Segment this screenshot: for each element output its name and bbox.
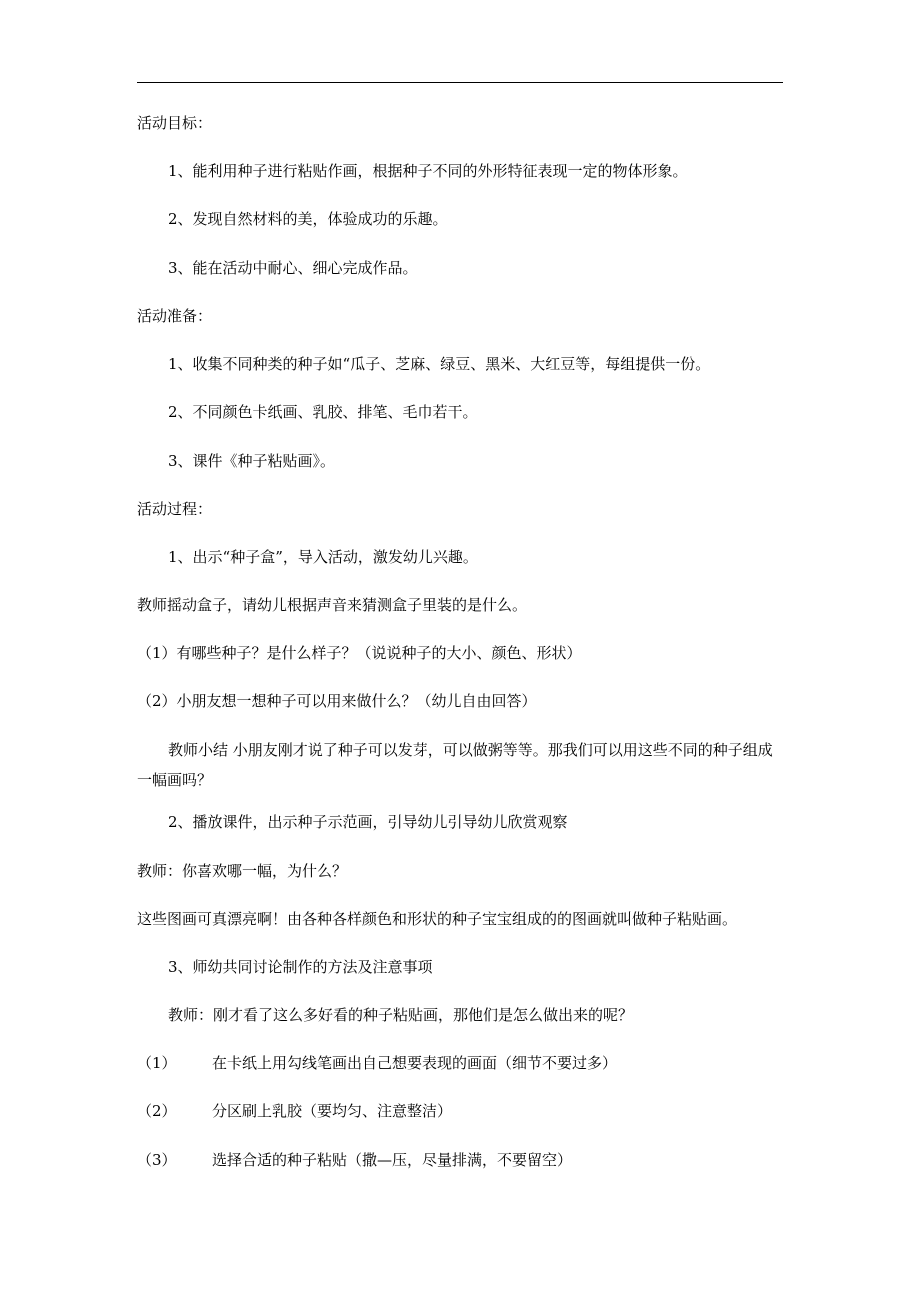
- method-step-number: （3）: [137, 1151, 177, 1169]
- process-paragraph-2: 教师：你喜欢哪一幅，为什么？: [137, 862, 348, 880]
- method-step-number: （1）: [137, 1054, 177, 1072]
- method-step-number: （2）: [137, 1102, 177, 1120]
- prep-item-1: 1、收集不同种类的种子如“瓜子、芝麻、绿豆、黑米、大红豆等，每组提供一份。: [168, 355, 711, 373]
- process-paragraph-4: 教师：刚才看了这么多好看的种子粘贴画，那他们是怎么做出来的呢？: [168, 1006, 634, 1024]
- method-step-text: 选择合适的种子粘贴（撒—压，尽量排满，不要留空）: [212, 1151, 573, 1169]
- teacher-summary: 教师小结 小朋友刚才说了种子可以发芽，可以做粥等等。那我们可以用这些不同的种子组成一幅画吗？: [137, 741, 773, 789]
- goal-item-3: 3、能在活动中耐心、细心完成作品。: [168, 259, 418, 277]
- goals-heading: 活动目标：: [137, 114, 213, 132]
- process-step-1: 1、出示“种子盒”，导入活动，激发幼儿兴趣。: [168, 548, 478, 566]
- process-step-2: 2、播放课件，出示种子示范画，引导幼儿引导幼儿欣赏观察: [168, 813, 568, 831]
- prep-item-3: 3、课件《种子粘贴画》。: [168, 452, 336, 470]
- method-step-text: 分区刷上乳胶（要均匀、注意整洁）: [212, 1102, 453, 1120]
- process-heading: 活动过程：: [137, 500, 213, 518]
- header-rule: [137, 82, 783, 83]
- process-paragraph-3: 这些图画可真漂亮啊！由各种各样颜色和形状的种子宝宝组成的的图画就叫做种子粘贴画。: [137, 910, 738, 928]
- prep-heading: 活动准备：: [137, 307, 213, 325]
- process-question-2: （2）小朋友想一想种子可以用来做什么？（幼儿自由回答）: [137, 692, 537, 710]
- process-paragraph-1: 教师摇动盒子，请幼儿根据声音来猜测盒子里装的是什么。: [137, 596, 528, 614]
- method-step-text: 在卡纸上用勾线笔画出自己想要表现的画面（细节不要过多）: [212, 1054, 618, 1072]
- process-question-1: （1）有哪些种子？是什么样子？（说说种子的大小、颜色、形状）: [137, 644, 582, 662]
- process-step-3: 3、师幼共同讨论制作的方法及注意事项: [168, 958, 433, 976]
- goal-item-2: 2、发现自然材料的美，体验成功的乐趣。: [168, 210, 448, 228]
- prep-item-2: 2、不同颜色卡纸画、乳胶、排笔、毛巾若干。: [168, 403, 478, 421]
- goal-item-1: 1、能利用种子进行粘贴作画，根据种子不同的外形特征表现一定的物体形象。: [168, 162, 688, 180]
